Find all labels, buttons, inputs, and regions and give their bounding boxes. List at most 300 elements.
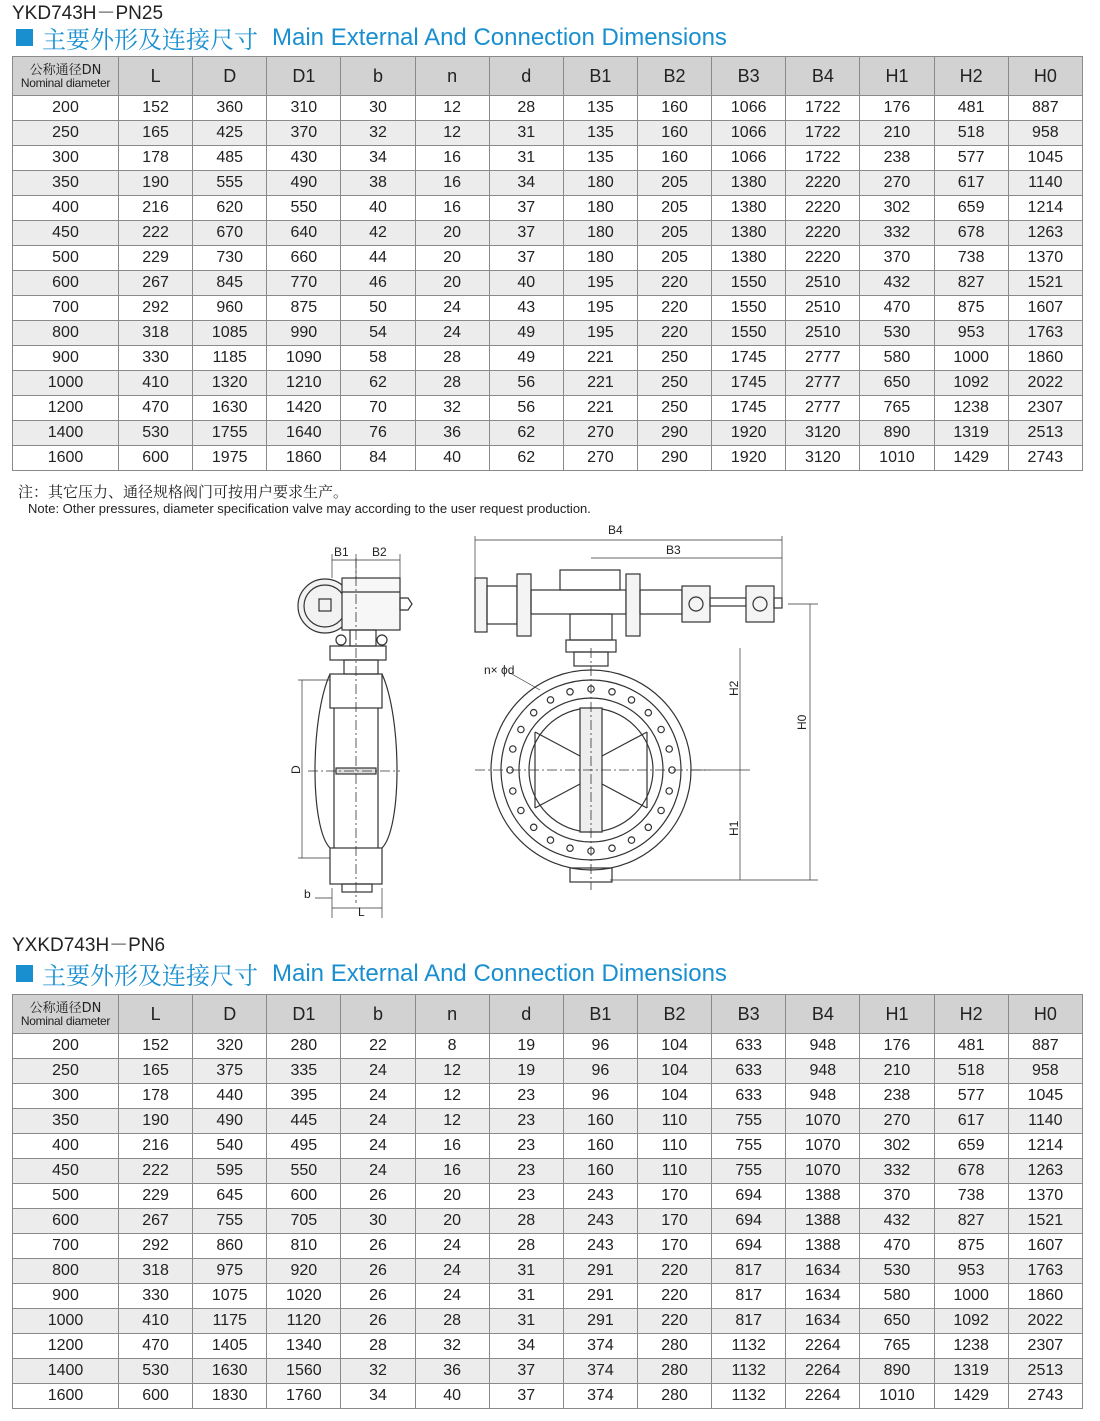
table-row xyxy=(13,1384,1083,1409)
value-cell: 620 xyxy=(193,196,267,221)
value-cell: 62 xyxy=(489,446,563,471)
value-cell: 1755 xyxy=(193,421,267,446)
value-cell: 270 xyxy=(860,1109,934,1134)
value-cell: 2743 xyxy=(1008,1384,1082,1409)
value-cell: 32 xyxy=(415,1334,489,1359)
value-cell: 1319 xyxy=(934,421,1008,446)
value-cell: 1860 xyxy=(267,446,341,471)
value-cell: 530 xyxy=(119,1359,193,1384)
column-header-d1: D1 xyxy=(267,57,341,96)
bolt-hole xyxy=(645,824,651,830)
value-cell: 1920 xyxy=(712,421,786,446)
value-cell: 975 xyxy=(193,1259,267,1284)
value-cell: 220 xyxy=(637,1309,711,1334)
table-row xyxy=(13,1259,1083,1284)
value-cell: 205 xyxy=(637,196,711,221)
value-cell: 31 xyxy=(489,121,563,146)
value-cell: 195 xyxy=(563,296,637,321)
value-cell: 1560 xyxy=(267,1359,341,1384)
value-cell: 160 xyxy=(637,121,711,146)
value-cell: 220 xyxy=(637,296,711,321)
value-cell: 280 xyxy=(267,1034,341,1059)
value-cell: 16 xyxy=(415,1134,489,1159)
value-cell: 1090 xyxy=(267,346,341,371)
value-cell: 28 xyxy=(489,96,563,121)
value-cell: 1607 xyxy=(1008,1234,1082,1259)
table-row xyxy=(13,1084,1083,1109)
value-cell: 1722 xyxy=(786,96,860,121)
value-cell: 22 xyxy=(341,1034,415,1059)
value-cell: 425 xyxy=(193,121,267,146)
value-cell: 16 xyxy=(415,171,489,196)
dn-cell: 200 xyxy=(13,1034,119,1059)
column-header-nominal-diameter xyxy=(13,57,119,96)
value-cell: 1763 xyxy=(1008,321,1082,346)
dn-cell: 900 xyxy=(13,346,119,371)
value-cell: 31 xyxy=(489,1259,563,1284)
value-cell: 600 xyxy=(119,1384,193,1409)
value-cell: 330 xyxy=(119,346,193,371)
value-cell: 12 xyxy=(415,121,489,146)
value-cell: 1319 xyxy=(934,1359,1008,1384)
value-cell: 32 xyxy=(415,396,489,421)
table-header-row xyxy=(13,57,1083,96)
value-cell: 40 xyxy=(341,196,415,221)
table-row xyxy=(13,1059,1083,1084)
value-cell: 28 xyxy=(415,1309,489,1334)
value-cell: 26 xyxy=(341,1184,415,1209)
value-cell: 46 xyxy=(341,271,415,296)
column-header-d1: D1 xyxy=(267,995,341,1034)
value-cell: 56 xyxy=(489,396,563,421)
value-cell: 222 xyxy=(119,1159,193,1184)
value-cell: 1010 xyxy=(860,1384,934,1409)
column-header-h1: H1 xyxy=(860,995,934,1034)
value-cell: 518 xyxy=(934,121,1008,146)
value-cell: 38 xyxy=(341,171,415,196)
table-row xyxy=(13,221,1083,246)
value-cell: 1070 xyxy=(786,1109,860,1134)
table-row xyxy=(13,1034,1083,1059)
column-header-b1: B1 xyxy=(563,57,637,96)
value-cell: 1000 xyxy=(934,346,1008,371)
value-cell: 290 xyxy=(637,421,711,446)
value-cell: 2513 xyxy=(1008,421,1082,446)
value-cell: 827 xyxy=(934,271,1008,296)
value-cell: 26 xyxy=(341,1259,415,1284)
value-cell: 1550 xyxy=(712,321,786,346)
heading-en: Main External And Connection Dimensions xyxy=(272,959,727,987)
value-cell: 738 xyxy=(934,1184,1008,1209)
value-cell: 135 xyxy=(563,121,637,146)
value-cell: 540 xyxy=(193,1134,267,1159)
value-cell: 2777 xyxy=(786,371,860,396)
value-cell: 1320 xyxy=(193,371,267,396)
value-cell: 1092 xyxy=(934,371,1008,396)
value-cell: 440 xyxy=(193,1084,267,1109)
value-cell: 178 xyxy=(119,146,193,171)
value-cell: 280 xyxy=(637,1359,711,1384)
value-cell: 1763 xyxy=(1008,1259,1082,1284)
column-header-b3: B3 xyxy=(712,57,786,96)
value-cell: 2220 xyxy=(786,246,860,271)
bolt-hole xyxy=(547,837,553,843)
value-cell: 250 xyxy=(637,371,711,396)
value-cell: 375 xyxy=(193,1059,267,1084)
column-header-d: d xyxy=(489,995,563,1034)
value-cell: 755 xyxy=(193,1209,267,1234)
value-cell: 220 xyxy=(637,271,711,296)
value-cell: 694 xyxy=(712,1209,786,1234)
value-cell: 332 xyxy=(860,221,934,246)
value-cell: 84 xyxy=(341,446,415,471)
value-cell: 958 xyxy=(1008,1059,1082,1084)
value-cell: 37 xyxy=(489,1359,563,1384)
value-cell: 374 xyxy=(563,1334,637,1359)
value-cell: 1010 xyxy=(860,446,934,471)
value-cell: 875 xyxy=(934,1234,1008,1259)
value-cell: 577 xyxy=(934,1084,1008,1109)
bolt-hole xyxy=(645,710,651,716)
table-row xyxy=(13,96,1083,121)
dn-cell: 500 xyxy=(13,246,119,271)
value-cell: 360 xyxy=(193,96,267,121)
value-cell: 960 xyxy=(193,296,267,321)
label-L: L xyxy=(358,905,365,918)
value-cell: 990 xyxy=(267,321,341,346)
value-cell: 221 xyxy=(563,346,637,371)
column-header-n: n xyxy=(415,57,489,96)
value-cell: 1860 xyxy=(1008,346,1082,371)
label-B2: B2 xyxy=(372,545,387,559)
value-cell: 1550 xyxy=(712,296,786,321)
value-cell: 170 xyxy=(637,1234,711,1259)
value-cell: 1175 xyxy=(193,1309,267,1334)
value-cell: 953 xyxy=(934,1259,1008,1284)
value-cell: 220 xyxy=(637,1259,711,1284)
value-cell: 887 xyxy=(1008,1034,1082,1059)
value-cell: 1634 xyxy=(786,1284,860,1309)
value-cell: 34 xyxy=(341,1384,415,1409)
column-header-b2: B2 xyxy=(637,995,711,1034)
value-cell: 1210 xyxy=(267,371,341,396)
value-cell: 310 xyxy=(267,96,341,121)
value-cell: 216 xyxy=(119,1134,193,1159)
value-cell: 332 xyxy=(860,1159,934,1184)
value-cell: 490 xyxy=(267,171,341,196)
value-cell: 23 xyxy=(489,1159,563,1184)
value-cell: 1045 xyxy=(1008,1084,1082,1109)
value-cell: 37 xyxy=(489,221,563,246)
table-row xyxy=(13,1309,1083,1334)
value-cell: 31 xyxy=(489,1309,563,1334)
dn-cell: 1000 xyxy=(13,1309,119,1334)
value-cell: 320 xyxy=(193,1034,267,1059)
column-header-b3: B3 xyxy=(712,995,786,1034)
section-heading-pn25 xyxy=(16,20,727,55)
value-cell: 96 xyxy=(563,1059,637,1084)
column-header-n: n xyxy=(415,995,489,1034)
dn-cell: 700 xyxy=(13,1234,119,1259)
value-cell: 670 xyxy=(193,221,267,246)
table-row xyxy=(13,1109,1083,1134)
value-cell: 1722 xyxy=(786,121,860,146)
value-cell: 2022 xyxy=(1008,371,1082,396)
table-body xyxy=(13,96,1083,471)
value-cell: 470 xyxy=(119,1334,193,1359)
value-cell: 24 xyxy=(341,1109,415,1134)
dn-cell: 450 xyxy=(13,221,119,246)
value-cell: 160 xyxy=(637,96,711,121)
value-cell: 633 xyxy=(712,1059,786,1084)
value-cell: 2510 xyxy=(786,321,860,346)
column-header-d: d xyxy=(489,57,563,96)
dn-cell: 600 xyxy=(13,1209,119,1234)
value-cell: 1370 xyxy=(1008,1184,1082,1209)
dn-cell: 1200 xyxy=(13,1334,119,1359)
value-cell: 40 xyxy=(489,271,563,296)
table-row xyxy=(13,1334,1083,1359)
table-header-row xyxy=(13,995,1083,1034)
value-cell: 1132 xyxy=(712,1334,786,1359)
value-cell: 410 xyxy=(119,371,193,396)
table-row xyxy=(13,1284,1083,1309)
value-cell: 28 xyxy=(341,1334,415,1359)
value-cell: 1263 xyxy=(1008,221,1082,246)
value-cell: 755 xyxy=(712,1134,786,1159)
table-row xyxy=(13,1159,1083,1184)
bolt-hole xyxy=(547,697,553,703)
value-cell: 205 xyxy=(637,221,711,246)
value-cell: 24 xyxy=(341,1134,415,1159)
value-cell: 633 xyxy=(712,1034,786,1059)
value-cell: 370 xyxy=(267,121,341,146)
value-cell: 37 xyxy=(489,246,563,271)
table-body xyxy=(13,1034,1083,1409)
bolt-hole xyxy=(518,726,524,732)
value-cell: 238 xyxy=(860,1084,934,1109)
value-cell: 76 xyxy=(341,421,415,446)
value-cell: 948 xyxy=(786,1059,860,1084)
value-cell: 24 xyxy=(415,296,489,321)
value-cell: 267 xyxy=(119,271,193,296)
dn-cell: 1400 xyxy=(13,421,119,446)
column-header-b2: B2 xyxy=(637,57,711,96)
value-cell: 23 xyxy=(489,1109,563,1134)
value-cell: 577 xyxy=(934,146,1008,171)
section-heading-pn6 xyxy=(16,956,727,991)
value-cell: 1045 xyxy=(1008,146,1082,171)
value-cell: 490 xyxy=(193,1109,267,1134)
value-cell: 31 xyxy=(489,146,563,171)
bolt-hole xyxy=(510,746,516,752)
bolt-hole xyxy=(567,845,573,851)
table-row xyxy=(13,196,1083,221)
value-cell: 890 xyxy=(860,1359,934,1384)
value-cell: 28 xyxy=(489,1234,563,1259)
value-cell: 34 xyxy=(489,1334,563,1359)
value-cell: 180 xyxy=(563,171,637,196)
value-cell: 1120 xyxy=(267,1309,341,1334)
value-cell: 1140 xyxy=(1008,1109,1082,1134)
square-bullet-icon xyxy=(16,965,33,982)
table-row xyxy=(13,146,1083,171)
value-cell: 410 xyxy=(119,1309,193,1334)
value-cell: 178 xyxy=(119,1084,193,1109)
dn-cell: 800 xyxy=(13,1259,119,1284)
value-cell: 1640 xyxy=(267,421,341,446)
bolt-hole xyxy=(567,689,573,695)
value-cell: 1745 xyxy=(712,396,786,421)
label-H1: H1 xyxy=(727,820,741,836)
value-cell: 20 xyxy=(415,221,489,246)
value-cell: 180 xyxy=(563,196,637,221)
value-cell: 374 xyxy=(563,1359,637,1384)
value-cell: 555 xyxy=(193,171,267,196)
value-cell: 220 xyxy=(637,1284,711,1309)
value-cell: 250 xyxy=(637,346,711,371)
value-cell: 270 xyxy=(563,421,637,446)
value-cell: 40 xyxy=(415,1384,489,1409)
value-cell: 530 xyxy=(860,1259,934,1284)
value-cell: 530 xyxy=(119,421,193,446)
value-cell: 1760 xyxy=(267,1384,341,1409)
value-cell: 56 xyxy=(489,371,563,396)
value-cell: 176 xyxy=(860,1034,934,1059)
dn-cell: 600 xyxy=(13,271,119,296)
value-cell: 62 xyxy=(341,371,415,396)
dn-cell: 1600 xyxy=(13,446,119,471)
value-cell: 1405 xyxy=(193,1334,267,1359)
value-cell: 58 xyxy=(341,346,415,371)
value-cell: 104 xyxy=(637,1059,711,1084)
bolt-hole xyxy=(628,837,634,843)
dn-cell: 700 xyxy=(13,296,119,321)
value-cell: 1634 xyxy=(786,1259,860,1284)
column-header-h0: H0 xyxy=(1008,57,1082,96)
value-cell: 238 xyxy=(860,146,934,171)
value-cell: 580 xyxy=(860,1284,934,1309)
value-cell: 24 xyxy=(341,1059,415,1084)
value-cell: 370 xyxy=(860,246,934,271)
value-cell: 2307 xyxy=(1008,396,1082,421)
value-cell: 152 xyxy=(119,1034,193,1059)
value-cell: 481 xyxy=(934,1034,1008,1059)
dn-cell: 500 xyxy=(13,1184,119,1209)
value-cell: 1722 xyxy=(786,146,860,171)
value-cell: 270 xyxy=(563,446,637,471)
value-cell: 1066 xyxy=(712,146,786,171)
value-cell: 650 xyxy=(860,371,934,396)
heading-cn: 主要外形及连接尺寸 xyxy=(42,962,258,990)
value-cell: 485 xyxy=(193,146,267,171)
dimension-table-pn6 xyxy=(12,994,1083,1409)
value-cell: 730 xyxy=(193,246,267,271)
bolt-hole xyxy=(666,746,672,752)
value-cell: 2510 xyxy=(786,296,860,321)
value-cell: 222 xyxy=(119,221,193,246)
value-cell: 2743 xyxy=(1008,446,1082,471)
value-cell: 595 xyxy=(193,1159,267,1184)
model-title-pn6: YXKD743H－PN6 xyxy=(12,935,166,956)
value-cell: 1214 xyxy=(1008,196,1082,221)
value-cell: 530 xyxy=(860,321,934,346)
value-cell: 216 xyxy=(119,196,193,221)
value-cell: 16 xyxy=(415,196,489,221)
value-cell: 640 xyxy=(267,221,341,246)
value-cell: 221 xyxy=(563,371,637,396)
value-cell: 42 xyxy=(341,221,415,246)
value-cell: 180 xyxy=(563,221,637,246)
value-cell: 291 xyxy=(563,1259,637,1284)
dn-cell: 450 xyxy=(13,1159,119,1184)
value-cell: 481 xyxy=(934,96,1008,121)
value-cell: 617 xyxy=(934,1109,1008,1134)
value-cell: 165 xyxy=(119,121,193,146)
value-cell: 948 xyxy=(786,1034,860,1059)
heading-en: Main External And Connection Dimensions xyxy=(272,23,727,51)
column-header-nominal-diameter xyxy=(13,995,119,1034)
dn-cell: 400 xyxy=(13,1134,119,1159)
value-cell: 291 xyxy=(563,1284,637,1309)
value-cell: 694 xyxy=(712,1234,786,1259)
label-H0: H0 xyxy=(795,714,809,730)
value-cell: 1000 xyxy=(934,1284,1008,1309)
value-cell: 550 xyxy=(267,196,341,221)
value-cell: 24 xyxy=(341,1084,415,1109)
value-cell: 180 xyxy=(563,246,637,271)
table-row xyxy=(13,1184,1083,1209)
value-cell: 1388 xyxy=(786,1234,860,1259)
value-cell: 28 xyxy=(489,1209,563,1234)
value-cell: 23 xyxy=(489,1084,563,1109)
value-cell: 12 xyxy=(415,1084,489,1109)
bolt-hole xyxy=(628,697,634,703)
dn-cell: 800 xyxy=(13,321,119,346)
table-row xyxy=(13,421,1083,446)
dn-header-cn: 公称通径DN xyxy=(29,63,102,78)
value-cell: 270 xyxy=(860,171,934,196)
dn-cell: 400 xyxy=(13,196,119,221)
value-cell: 160 xyxy=(563,1109,637,1134)
label-D: D xyxy=(289,765,303,774)
bolt-hole xyxy=(531,710,537,716)
value-cell: 23 xyxy=(489,1184,563,1209)
value-cell: 890 xyxy=(860,421,934,446)
value-cell: 229 xyxy=(119,1184,193,1209)
value-cell: 220 xyxy=(637,321,711,346)
value-cell: 318 xyxy=(119,1259,193,1284)
value-cell: 12 xyxy=(415,96,489,121)
table-row xyxy=(13,371,1083,396)
table-row xyxy=(13,1234,1083,1259)
value-cell: 40 xyxy=(415,446,489,471)
value-cell: 755 xyxy=(712,1109,786,1134)
value-cell: 26 xyxy=(341,1284,415,1309)
value-cell: 19 xyxy=(489,1034,563,1059)
value-cell: 645 xyxy=(193,1184,267,1209)
bolt-hole xyxy=(531,824,537,830)
column-header-b: b xyxy=(341,995,415,1034)
column-header-l: L xyxy=(119,995,193,1034)
value-cell: 1550 xyxy=(712,271,786,296)
value-cell: 34 xyxy=(341,146,415,171)
label-B1: B1 xyxy=(334,545,349,559)
dn-header-en: Nominal diameter xyxy=(20,76,111,90)
value-cell: 374 xyxy=(563,1384,637,1409)
value-cell: 16 xyxy=(415,1159,489,1184)
value-cell: 887 xyxy=(1008,96,1082,121)
